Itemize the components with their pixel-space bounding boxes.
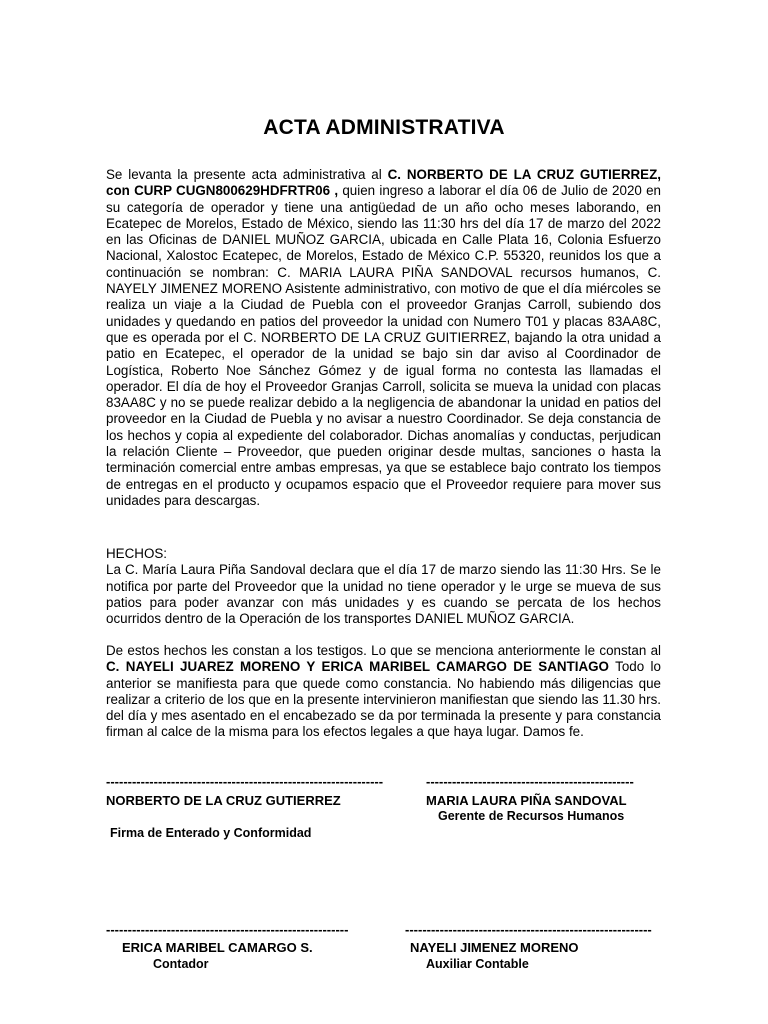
signer-role-nayeli: Auxiliar Contable	[426, 957, 529, 971]
signer-role-maria-laura: Gerente de Recursos Humanos	[438, 809, 625, 823]
signer-role-norberto: Firma de Enterado y Conformidad	[110, 826, 312, 840]
witnesses-text-1: De estos hechos les constan a los testigos. Lo que se menciona anteriormente le constan al	[106, 643, 661, 658]
witnesses-text-2: Todo lo anterior se manifiesta para que quede como constancia. No habiendo más diligencias que realizar a criterio de los que en la presente intervinieron manifiestan que siendo las 11.30 hrs. del día y mes asentado en el encabezado se da por terminada la presente y para constancia firman al calce de la misma para los efectos legales a que haya lugar. Damos fe.	[106, 659, 661, 740]
paragraph-hechos	[106, 546, 661, 627]
signature-line-nayeli: ---------------------------------------------------------	[405, 923, 652, 936]
intro-text-1: Se levanta la presente acta administrativa al	[106, 167, 388, 182]
document-title: ACTA ADMINISTRATIVA	[263, 116, 505, 139]
signer-name-maria-laura: MARIA LAURA PIÑA SANDOVAL	[426, 793, 627, 808]
signer-name-nayeli: NAYELI JIMENEZ MORENO	[410, 940, 579, 955]
employee-name-curp: C. NORBERTO DE LA CRUZ GUTIERREZ, con CURP CUGN800629HDFRTR06 ,	[106, 167, 661, 199]
intro-text-2: quien ingreso a laborar el día 06 de Julio de 2020 en su categoría de operador y tiene una antigüedad de un año ocho meses laborando, en Ecatepec de Morelos, Estado de México, siendo las 11:30 hrs del día 17 de marzo del 2022 en las Oficinas de DANIEL MUÑOZ GARCIA, ubicada en Calle Plata 16, Colonia Esfuerzo Nacional, Xalostoc Ecatepec, de Morelos, Estado de México C.P. 55320, reunidos los que a continuación se nombran: C. MARIA LAURA PIÑA SANDOVAL recursos humanos, C. NAYELY JIMENEZ MORENO Asistente administrativo, con motivo de que el día miércoles se realiza un viaje a la Ciudad de Puebla con el proveedor Granjas Carroll, subiendo dos unidades y quedando en patios del proveedor la unidad con Numero T01 y placas 83AA8C, que es operada por el C. NORBERTO DE LA CRUZ GUITIERREZ, bajando la otra unidad a patio en Ecatepec, el operador de la unidad se bajo sin dar aviso al Coordinador de Logística, Roberto Noe Sánchez Gómez y de igual forma no contesta las llamadas el operador. El día de hoy el Proveedor Granjas Carroll, solicita se mueva la unidad con placas 83AA8C y no se puede realizar debido a la negligencia de abandonar la unidad en patios del proveedor en la Ciudad de Puebla y no avisar a nuestro Coordinador. Se deja constancia de los hechos y copia al expediente del colaborador. Dichas anomalías y conductas, perjudican la relación Cliente – Proveedor, que pueden originar desde multas, sanciones o hasta la terminación comercial entre ambas empresas, ya que se establece bajo contrato los tiempos de entregas en el producto y ocupamos espacio que el Proveedor requiere para mover sus unidades para descargas.	[106, 183, 662, 508]
signature-line-erica: --------------------------------------------------------	[106, 923, 349, 936]
signer-name-erica: ERICA MARIBEL CAMARGO S.	[122, 940, 313, 955]
signer-name-norberto: NORBERTO DE LA CRUZ GUTIERREZ	[106, 793, 341, 808]
signature-line-norberto: ----------------------------------------------------------------	[106, 775, 384, 788]
paragraph-witnesses	[106, 643, 661, 741]
paragraph-intro	[106, 167, 661, 509]
hechos-heading: HECHOS:	[106, 546, 168, 561]
signer-role-erica: Contador	[153, 957, 209, 971]
signature-line-maria-laura: ------------------------------------------------	[426, 775, 634, 788]
witnesses-names: C. NAYELI JUAREZ MORENO Y ERICA MARIBEL CAMARGO DE SANTIAGO	[106, 659, 609, 675]
hechos-text: La C. María Laura Piña Sandoval declara que el día 17 de marzo siendo las 11:30 Hrs. Se le notifica por parte del Proveedor que la unidad no tiene operador y le urge se mueva de sus patios para poder avanzar con más unidades y es cuando se percata de los hechos ocurridos dentro de la Operación de los transportes DANIEL MUÑOZ GARCIA.	[106, 562, 661, 627]
